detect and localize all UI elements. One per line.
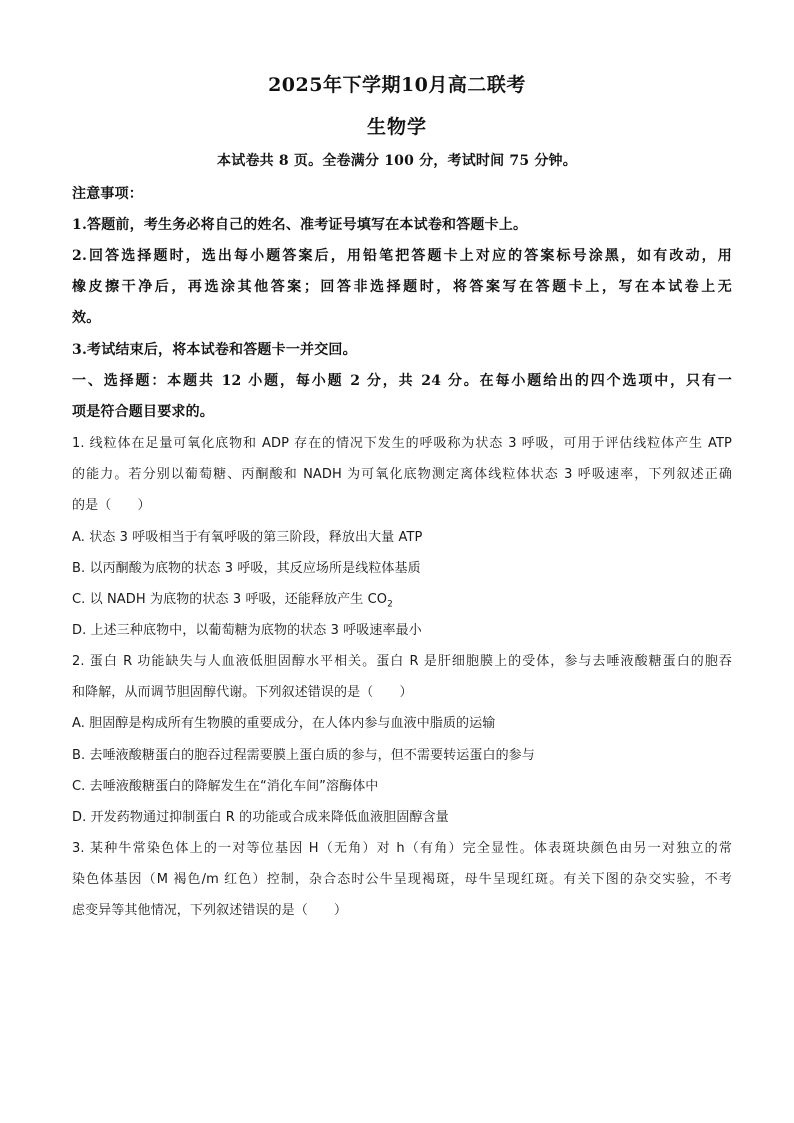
- notice-item-2-line-3: 效。: [72, 310, 101, 326]
- question-2-option-d: D. 开发药物通过抑制蛋白 R 的功能或合成来降低血液胆固醇含量: [72, 810, 449, 825]
- question-1-stem-line-2: 的能力。若分别以葡萄糖、丙酮酸和 NADH 为可氧化底物测定离体线粒体状态 3 呼吸速率，下列叙述正确: [72, 467, 732, 482]
- question-1-option-b: B. 以丙酮酸为底物的状态 3 呼吸，其反应场所是线粒体基质: [72, 561, 421, 576]
- notice-heading: 注意事项：: [72, 186, 143, 202]
- notice-item-3: 3.考试结束后，将本试卷和答题卡一并交回。: [72, 342, 357, 358]
- question-3-stem-line-3: 虑变异等其他情况，下列叙述错误的是（ ）: [72, 903, 348, 918]
- question-2-stem-line-2: 和降解，从而调节胆固醇代谢。下列叙述错误的是（ ）: [72, 685, 413, 700]
- question-1-stem-line-1: 1. 线粒体在足量可氧化底物和 ADP 存在的情况下发生的呼吸称为状态 3 呼吸，可用于评估线粒体产生 ATP: [72, 436, 732, 451]
- section-1-heading-line-2: 项是符合题目要求的。: [72, 404, 214, 420]
- question-1-option-c: [72, 588, 732, 610]
- question-2-stem-line-1: 2. 蛋白 R 功能缺失与人血液低胆固醇水平相关。蛋白 R 是肝细胞膜上的受体，参与去唾液酸糖蛋白的胞吞: [72, 654, 732, 669]
- question-1-option-c-text: C. 以 NADH 为底物的状态 3 呼吸，还能释放产生 CO: [72, 592, 388, 607]
- question-1-option-d: D. 上述三种底物中，以葡萄糖为底物的状态 3 呼吸速率最小: [72, 623, 422, 638]
- exam-info: 本试卷共 8 页。全卷满分 100 分，考试时间 75 分钟。: [217, 153, 577, 169]
- notice-item-1: 1.答题前，考生务必将自己的姓名、准考证号填写在本试卷和答题卡上。: [72, 217, 528, 233]
- question-2-option-a: A. 胆固醇是构成所有生物膜的重要成分，在人体内参与血液中脂质的运输: [72, 716, 496, 731]
- subject-title: 生物学: [366, 116, 427, 138]
- notice-item-2-line-2: 橡皮擦干净后，再选涂其他答案；回答非选择题时，将答案写在答题卡上，写在本试卷上无: [72, 279, 732, 295]
- question-2-option-b: B. 去唾液酸糖蛋白的胞吞过程需要膜上蛋白质的参与，但不需要转运蛋白的参与: [72, 748, 535, 763]
- question-1-option-a: A. 状态 3 呼吸相当于有氧呼吸的第三阶段，释放出大量 ATP: [72, 530, 423, 545]
- question-1-stem-line-3: 的是（ ）: [72, 498, 151, 513]
- exam-title: 2025年下学期10月高二联考: [268, 74, 526, 96]
- section-1-heading-line-1: 一、选择题：本题共 12 小题，每小题 2 分，共 24 分。在每小题给出的四个选项中，只有一: [72, 373, 732, 389]
- notice-item-2-line-1: 2.回答选择题时，选出每小题答案后，用铅笔把答题卡上对应的答案标号涂黑，如有改动，用: [72, 248, 732, 264]
- question-2-option-c: C. 去唾液酸糖蛋白的降解发生在“消化车间”溶酶体中: [72, 779, 379, 794]
- question-3-stem-line-2: 染色体基因（M 褐色/m 红色）控制，杂合态时公牛呈现褐斑，母牛呈现红斑。有关下图的杂交实验，不考: [72, 872, 732, 887]
- question-3-stem-line-1: 3. 某种牛常染色体上的一对等位基因 H（无角）对 h（有角）完全显性。体表斑块颜色由另一对独立的常: [72, 841, 732, 856]
- co2-subscript: 2: [387, 599, 393, 610]
